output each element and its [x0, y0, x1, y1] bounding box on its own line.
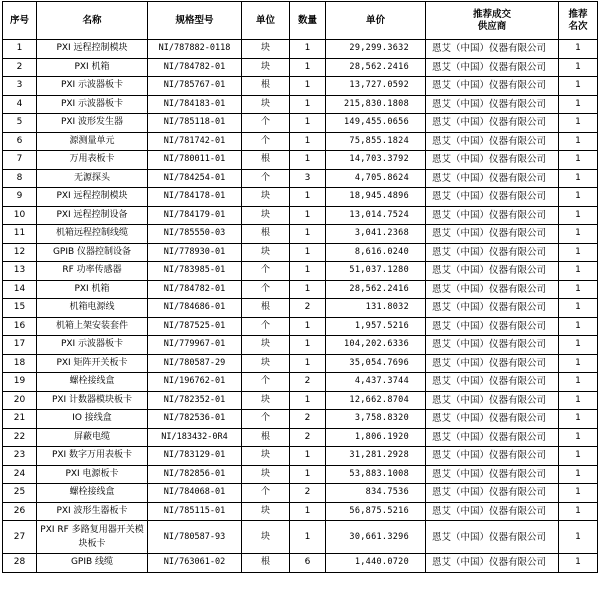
- table-row: [3, 373, 598, 392]
- table-row: [3, 354, 598, 373]
- cell-name: 螺栓接线盒: [37, 484, 148, 503]
- cell-name: 机箱上架安装套件: [37, 317, 148, 336]
- cell-unit: 个: [242, 280, 290, 299]
- cell-seq: 10: [3, 206, 37, 225]
- cell-model: NI/784782-01: [148, 58, 242, 77]
- cell-model: NI/763061-02: [148, 554, 242, 573]
- cell-rank: 1: [559, 502, 598, 521]
- cell-unit: 块: [242, 206, 290, 225]
- cell-qty: 1: [290, 354, 326, 373]
- table-row: [3, 465, 598, 484]
- cell-model: NI/780587-29: [148, 354, 242, 373]
- cell-price: 8,616.0240: [326, 243, 426, 262]
- cell-qty: 1: [290, 243, 326, 262]
- cell-unit: 个: [242, 484, 290, 503]
- table-row: [3, 410, 598, 429]
- cell-model: NI/782352-01: [148, 391, 242, 410]
- cell-supplier: 恩艾（中国）仪器有限公司: [426, 58, 559, 77]
- cell-seq: 16: [3, 317, 37, 336]
- procurement-table-container: [2, 1, 598, 573]
- table-row: [3, 206, 598, 225]
- cell-price: 1,806.1920: [326, 428, 426, 447]
- cell-qty: 1: [290, 206, 326, 225]
- cell-unit: 个: [242, 169, 290, 188]
- cell-rank: 1: [559, 521, 598, 554]
- cell-price: 149,455.0656: [326, 114, 426, 133]
- cell-model: NI/778930-01: [148, 243, 242, 262]
- cell-name: PXI 数字万用表板卡: [37, 447, 148, 466]
- cell-name: PXI 计数器模块板卡: [37, 391, 148, 410]
- cell-supplier: 恩艾（中国）仪器有限公司: [426, 391, 559, 410]
- cell-rank: 1: [559, 40, 598, 59]
- cell-supplier: 恩艾（中国）仪器有限公司: [426, 484, 559, 503]
- cell-qty: 1: [290, 317, 326, 336]
- cell-rank: 1: [559, 299, 598, 318]
- cell-rank: 1: [559, 465, 598, 484]
- cell-model: NI/784068-01: [148, 484, 242, 503]
- cell-unit: 块: [242, 243, 290, 262]
- table-row: [3, 262, 598, 281]
- header-qty: 数量: [290, 2, 326, 40]
- cell-seq: 6: [3, 132, 37, 151]
- cell-qty: 1: [290, 58, 326, 77]
- header-unit: 单位: [242, 2, 290, 40]
- cell-model: NI/787525-01: [148, 317, 242, 336]
- cell-model: NI/784179-01: [148, 206, 242, 225]
- cell-model: NI/784183-01: [148, 95, 242, 114]
- cell-price: 104,202.6336: [326, 336, 426, 355]
- table-row: [3, 225, 598, 244]
- cell-qty: 1: [290, 225, 326, 244]
- cell-unit: 根: [242, 77, 290, 96]
- table-row: [3, 554, 598, 573]
- cell-qty: 1: [290, 188, 326, 207]
- cell-qty: 2: [290, 484, 326, 503]
- cell-price: 215,830.1808: [326, 95, 426, 114]
- cell-supplier: 恩艾（中国）仪器有限公司: [426, 465, 559, 484]
- cell-supplier: 恩艾（中国）仪器有限公司: [426, 169, 559, 188]
- table-body: [3, 40, 598, 573]
- cell-qty: 1: [290, 114, 326, 133]
- cell-model: NI/787882-0118: [148, 40, 242, 59]
- cell-model: NI/782536-01: [148, 410, 242, 429]
- cell-unit: 块: [242, 95, 290, 114]
- table-row: [3, 58, 598, 77]
- cell-unit: 块: [242, 188, 290, 207]
- cell-name: 无源探头: [37, 169, 148, 188]
- cell-name: 万用表板卡: [37, 151, 148, 170]
- cell-name: 源测量单元: [37, 132, 148, 151]
- cell-unit: 块: [242, 447, 290, 466]
- cell-qty: 1: [290, 391, 326, 410]
- table-row: [3, 484, 598, 503]
- cell-unit: 个: [242, 410, 290, 429]
- cell-qty: 1: [290, 502, 326, 521]
- cell-price: 13,727.0592: [326, 77, 426, 96]
- cell-unit: 个: [242, 262, 290, 281]
- cell-unit: 个: [242, 373, 290, 392]
- header-name: 名称: [37, 2, 148, 40]
- cell-supplier: 恩艾（中国）仪器有限公司: [426, 114, 559, 133]
- cell-seq: 8: [3, 169, 37, 188]
- cell-model: NI/785550-03: [148, 225, 242, 244]
- cell-model: NI/779967-01: [148, 336, 242, 355]
- cell-price: 56,875.5216: [326, 502, 426, 521]
- cell-qty: 1: [290, 447, 326, 466]
- cell-rank: 1: [559, 243, 598, 262]
- cell-rank: 1: [559, 132, 598, 151]
- cell-unit: 块: [242, 40, 290, 59]
- cell-price: 1,440.0720: [326, 554, 426, 573]
- cell-price: 35,054.7696: [326, 354, 426, 373]
- cell-price: 18,945.4896: [326, 188, 426, 207]
- cell-name: PXI 波形生器板卡: [37, 502, 148, 521]
- cell-model: NI/780011-01: [148, 151, 242, 170]
- cell-supplier: 恩艾（中国）仪器有限公司: [426, 262, 559, 281]
- cell-name: PXI 远程控制设备: [37, 206, 148, 225]
- cell-rank: 1: [559, 428, 598, 447]
- header-supplier: 推荐成交 供应商: [426, 2, 559, 40]
- cell-rank: 1: [559, 77, 598, 96]
- table-row: [3, 521, 598, 554]
- cell-rank: 1: [559, 169, 598, 188]
- cell-rank: 1: [559, 317, 598, 336]
- table-row: [3, 391, 598, 410]
- cell-qty: 1: [290, 465, 326, 484]
- cell-model: NI/784178-01: [148, 188, 242, 207]
- cell-model: NI/784782-01: [148, 280, 242, 299]
- cell-seq: 7: [3, 151, 37, 170]
- cell-seq: 22: [3, 428, 37, 447]
- cell-unit: 块: [242, 354, 290, 373]
- cell-qty: 1: [290, 77, 326, 96]
- cell-price: 31,281.2928: [326, 447, 426, 466]
- header-seq: 序号: [3, 2, 37, 40]
- cell-seq: 28: [3, 554, 37, 573]
- cell-price: 28,562.2416: [326, 280, 426, 299]
- cell-model: NI/785118-01: [148, 114, 242, 133]
- table-row: [3, 169, 598, 188]
- cell-name: 屏蔽电缆: [37, 428, 148, 447]
- cell-seq: 21: [3, 410, 37, 429]
- cell-unit: 根: [242, 151, 290, 170]
- cell-price: 131.8032: [326, 299, 426, 318]
- cell-name: GPIB 仪器控制设备: [37, 243, 148, 262]
- cell-price: 53,883.1008: [326, 465, 426, 484]
- cell-qty: 2: [290, 299, 326, 318]
- cell-seq: 24: [3, 465, 37, 484]
- cell-qty: 1: [290, 521, 326, 554]
- cell-model: NI/784686-01: [148, 299, 242, 318]
- cell-qty: 1: [290, 40, 326, 59]
- cell-name: PXI 波形发生器: [37, 114, 148, 133]
- cell-rank: 1: [559, 354, 598, 373]
- cell-model: NI/785115-01: [148, 502, 242, 521]
- cell-rank: 1: [559, 336, 598, 355]
- cell-rank: 1: [559, 262, 598, 281]
- cell-seq: 25: [3, 484, 37, 503]
- cell-qty: 1: [290, 280, 326, 299]
- cell-name: RF 功率传感器: [37, 262, 148, 281]
- cell-name: PXI 远程控制模块: [37, 40, 148, 59]
- table-row: [3, 243, 598, 262]
- cell-qty: 1: [290, 336, 326, 355]
- cell-unit: 个: [242, 114, 290, 133]
- cell-supplier: 恩艾（中国）仪器有限公司: [426, 428, 559, 447]
- cell-unit: 个: [242, 317, 290, 336]
- cell-supplier: 恩艾（中国）仪器有限公司: [426, 299, 559, 318]
- table-row: [3, 317, 598, 336]
- table-row: [3, 502, 598, 521]
- cell-supplier: 恩艾（中国）仪器有限公司: [426, 354, 559, 373]
- cell-name: PXI 示波器板卡: [37, 77, 148, 96]
- cell-rank: 1: [559, 554, 598, 573]
- cell-rank: 1: [559, 373, 598, 392]
- cell-name: PXI RF 多路复用器开关模块板卡: [37, 521, 148, 554]
- cell-price: 30,661.3296: [326, 521, 426, 554]
- table-row: [3, 447, 598, 466]
- cell-qty: 2: [290, 410, 326, 429]
- cell-model: NI/783985-01: [148, 262, 242, 281]
- cell-seq: 13: [3, 262, 37, 281]
- cell-unit: 块: [242, 521, 290, 554]
- cell-name: PXI 机箱: [37, 58, 148, 77]
- cell-price: 4,437.3744: [326, 373, 426, 392]
- cell-price: 3,041.2368: [326, 225, 426, 244]
- cell-rank: 1: [559, 95, 598, 114]
- cell-unit: 根: [242, 428, 290, 447]
- cell-model: NI/183432-0R4: [148, 428, 242, 447]
- cell-rank: 1: [559, 280, 598, 299]
- header-rank: 推荐 名次: [559, 2, 598, 40]
- cell-rank: 1: [559, 188, 598, 207]
- cell-unit: 块: [242, 58, 290, 77]
- cell-qty: 2: [290, 373, 326, 392]
- cell-unit: 块: [242, 502, 290, 521]
- cell-name: PXI 电源板卡: [37, 465, 148, 484]
- cell-rank: 1: [559, 225, 598, 244]
- cell-model: NI/782856-01: [148, 465, 242, 484]
- cell-supplier: 恩艾（中国）仪器有限公司: [426, 77, 559, 96]
- cell-model: NI/781742-01: [148, 132, 242, 151]
- cell-seq: 5: [3, 114, 37, 133]
- cell-unit: 根: [242, 554, 290, 573]
- cell-qty: 1: [290, 262, 326, 281]
- cell-model: NI/785767-01: [148, 77, 242, 96]
- cell-rank: 1: [559, 206, 598, 225]
- cell-model: NI/196762-01: [148, 373, 242, 392]
- cell-model: NI/784254-01: [148, 169, 242, 188]
- cell-rank: 1: [559, 114, 598, 133]
- cell-price: 13,014.7524: [326, 206, 426, 225]
- cell-supplier: 恩艾（中国）仪器有限公司: [426, 243, 559, 262]
- header-price: 单价: [326, 2, 426, 40]
- cell-name: PXI 矩阵开关板卡: [37, 354, 148, 373]
- cell-seq: 19: [3, 373, 37, 392]
- cell-name: 螺栓接线盒: [37, 373, 148, 392]
- cell-supplier: 恩艾（中国）仪器有限公司: [426, 447, 559, 466]
- cell-supplier: 恩艾（中国）仪器有限公司: [426, 95, 559, 114]
- cell-rank: 1: [559, 447, 598, 466]
- cell-supplier: 恩艾（中国）仪器有限公司: [426, 336, 559, 355]
- cell-qty: 2: [290, 428, 326, 447]
- cell-name: PXI 远程控制模块: [37, 188, 148, 207]
- cell-seq: 11: [3, 225, 37, 244]
- cell-supplier: 恩艾（中国）仪器有限公司: [426, 410, 559, 429]
- cell-price: 51,037.1280: [326, 262, 426, 281]
- cell-unit: 块: [242, 465, 290, 484]
- cell-name: 机箱远程控制线缆: [37, 225, 148, 244]
- table-row: [3, 95, 598, 114]
- cell-seq: 23: [3, 447, 37, 466]
- cell-seq: 15: [3, 299, 37, 318]
- cell-seq: 9: [3, 188, 37, 207]
- cell-supplier: 恩艾（中国）仪器有限公司: [426, 188, 559, 207]
- cell-seq: 2: [3, 58, 37, 77]
- table-row: [3, 151, 598, 170]
- cell-rank: 1: [559, 410, 598, 429]
- cell-name: PXI 示波器板卡: [37, 336, 148, 355]
- cell-name: 机箱电源线: [37, 299, 148, 318]
- cell-price: 29,299.3632: [326, 40, 426, 59]
- cell-seq: 14: [3, 280, 37, 299]
- cell-unit: 块: [242, 391, 290, 410]
- cell-price: 834.7536: [326, 484, 426, 503]
- cell-rank: 1: [559, 391, 598, 410]
- cell-supplier: 恩艾（中国）仪器有限公司: [426, 373, 559, 392]
- cell-supplier: 恩艾（中国）仪器有限公司: [426, 317, 559, 336]
- cell-price: 4,705.8624: [326, 169, 426, 188]
- cell-supplier: 恩艾（中国）仪器有限公司: [426, 206, 559, 225]
- cell-seq: 3: [3, 77, 37, 96]
- table-row: [3, 336, 598, 355]
- cell-name: PXI 机箱: [37, 280, 148, 299]
- cell-supplier: 恩艾（中国）仪器有限公司: [426, 502, 559, 521]
- cell-name: PXI 示波器板卡: [37, 95, 148, 114]
- cell-unit: 根: [242, 225, 290, 244]
- cell-supplier: 恩艾（中国）仪器有限公司: [426, 132, 559, 151]
- cell-price: 1,957.5216: [326, 317, 426, 336]
- cell-qty: 1: [290, 151, 326, 170]
- table-row: [3, 40, 598, 59]
- table-row: [3, 77, 598, 96]
- cell-name: GPIB 线缆: [37, 554, 148, 573]
- cell-qty: 3: [290, 169, 326, 188]
- cell-rank: 1: [559, 484, 598, 503]
- header-row: [3, 2, 598, 40]
- cell-seq: 27: [3, 521, 37, 554]
- cell-qty: 1: [290, 132, 326, 151]
- cell-seq: 1: [3, 40, 37, 59]
- cell-supplier: 恩艾（中国）仪器有限公司: [426, 280, 559, 299]
- cell-seq: 20: [3, 391, 37, 410]
- cell-name: IO 接线盒: [37, 410, 148, 429]
- table-row: [3, 428, 598, 447]
- table-row: [3, 188, 598, 207]
- cell-price: 75,855.1824: [326, 132, 426, 151]
- cell-unit: 根: [242, 299, 290, 318]
- cell-model: NI/780587-93: [148, 521, 242, 554]
- cell-model: NI/783129-01: [148, 447, 242, 466]
- cell-supplier: 恩艾（中国）仪器有限公司: [426, 521, 559, 554]
- cell-unit: 个: [242, 132, 290, 151]
- cell-seq: 4: [3, 95, 37, 114]
- cell-seq: 17: [3, 336, 37, 355]
- cell-seq: 12: [3, 243, 37, 262]
- cell-supplier: 恩艾（中国）仪器有限公司: [426, 225, 559, 244]
- cell-seq: 18: [3, 354, 37, 373]
- cell-rank: 1: [559, 151, 598, 170]
- cell-seq: 26: [3, 502, 37, 521]
- cell-supplier: 恩艾（中国）仪器有限公司: [426, 40, 559, 59]
- cell-price: 28,562.2416: [326, 58, 426, 77]
- cell-unit: 块: [242, 336, 290, 355]
- cell-rank: 1: [559, 58, 598, 77]
- header-model: 规格型号: [148, 2, 242, 40]
- procurement-result-table: [2, 1, 598, 573]
- table-row: [3, 299, 598, 318]
- table-row: [3, 132, 598, 151]
- cell-price: 14,703.3792: [326, 151, 426, 170]
- table-row: [3, 280, 598, 299]
- table-row: [3, 114, 598, 133]
- cell-qty: 1: [290, 95, 326, 114]
- cell-qty: 6: [290, 554, 326, 573]
- cell-price: 3,758.8320: [326, 410, 426, 429]
- cell-supplier: 恩艾（中国）仪器有限公司: [426, 554, 559, 573]
- cell-supplier: 恩艾（中国）仪器有限公司: [426, 151, 559, 170]
- cell-price: 12,662.8704: [326, 391, 426, 410]
